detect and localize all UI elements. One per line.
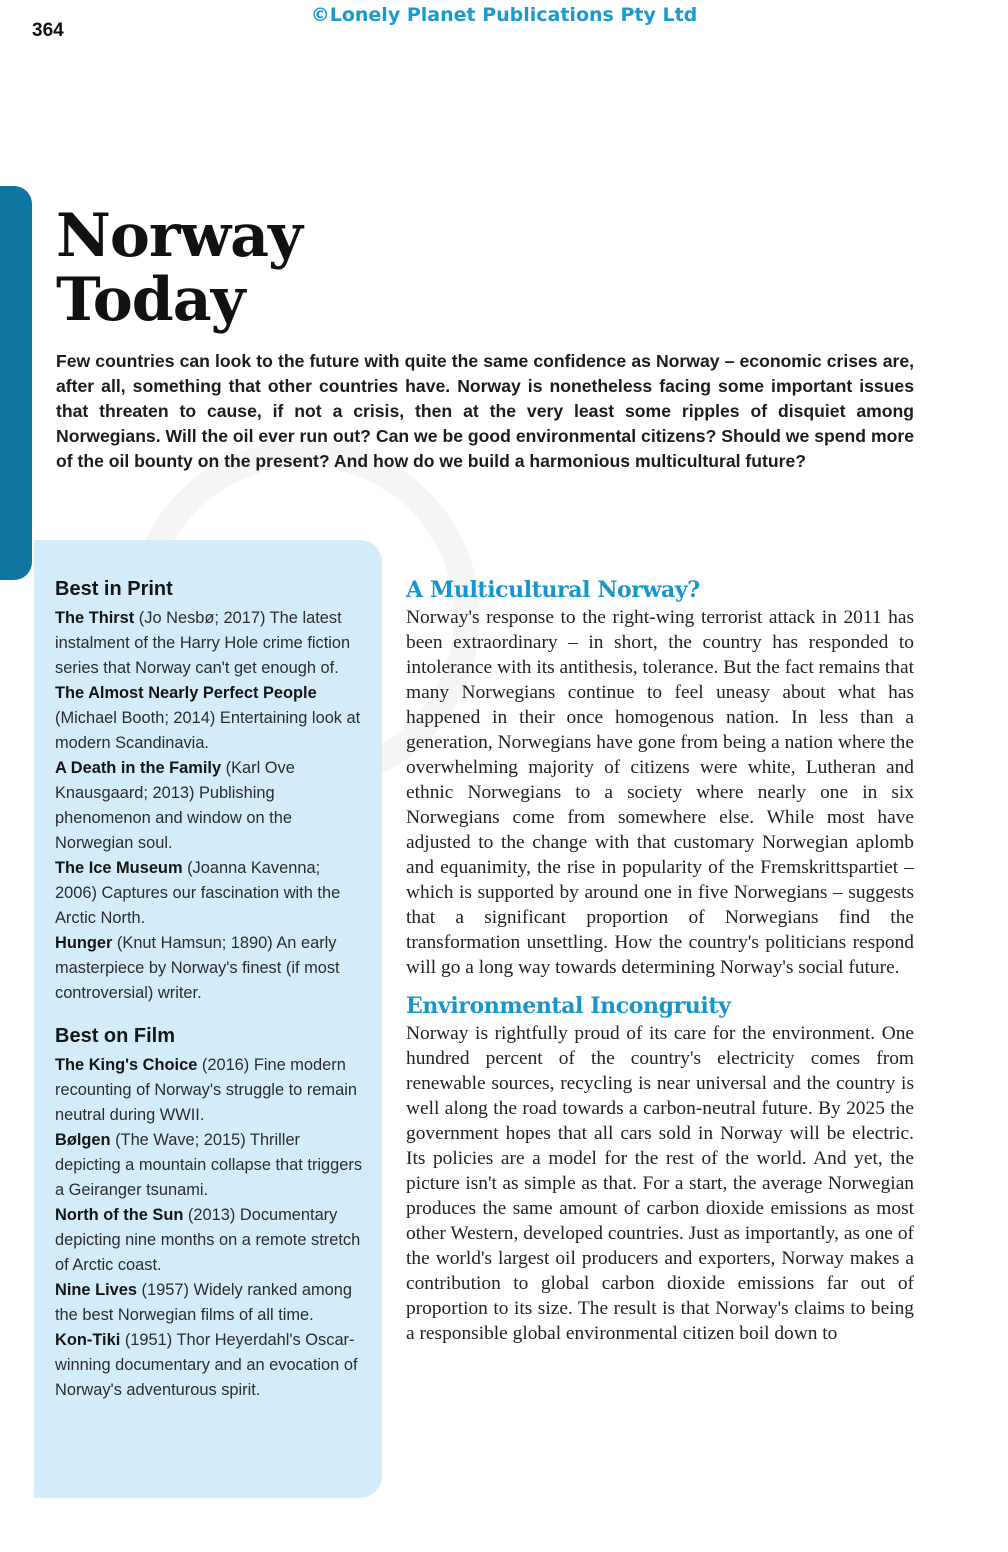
entry-title: The King's Choice [55, 1056, 198, 1074]
entry-text: (1951) Thor Heyerdahl's Oscar-winning documentary and an evocation of Norway's adventurous spirit. [55, 1331, 358, 1399]
entry-text: (Karl Ove Knausgaard; 2013) Publishing phenomenon and window on the Norwegian soul. [55, 759, 295, 852]
print-entry [55, 756, 365, 856]
entry-title: Kon-Tiki [55, 1331, 121, 1349]
entry-title: Bølgen [55, 1131, 111, 1149]
print-entry [55, 606, 365, 681]
entry-title: A Death in the Family [55, 759, 222, 777]
title-line-1: Norway [56, 201, 302, 271]
film-entry [55, 1203, 365, 1278]
section-heading-multicultural: A Multicultural Norway? [406, 577, 700, 603]
sidebar-content [55, 575, 365, 1403]
intro-paragraph: Few countries can look to the future with quite the same confidence as Norway – economic crises are, after all, something that other countries have. Norway is nonetheless facing some important issues that threaten to cause, if not a crisis, then at the very least some ripples of disquiet among Norwegians. Will the oil ever run out? Can we be good environmental citizens? Should we spend more of the oil bounty on the present? And how do we build a harmonious multicultural future? [56, 351, 914, 471]
title-line-2: Today [56, 265, 245, 335]
entry-title: The Thirst [55, 609, 135, 627]
section-body-environmental: Norway is rightfully proud of its care for the environment. One hundred percent of the country's electricity comes from renewable sources, recycling is near universal and the country is well along the road towards a carbon-neutral future. By 2025 the government hopes that all cars sold in Norway will be electric. Its policies are a model for the rest of the world. And yet, the picture isn't as simple as that. For a start, the average Norwegian produces the same amount of carbon dioxide emissions as most other Western, developed countries. Just as importantly, as one of the world's largest oil producers and exporters, Norway makes a contribution to global carbon dioxide emissions far out of proportion to its size. The result is that Norway's claims to being a responsible global environmental citizen boil down to [406, 1023, 914, 1344]
main-column [406, 576, 914, 1358]
entry-text: (Joanna Kavenna; 2006) Captures our fascination with the Arctic North. [55, 859, 341, 927]
film-entry [55, 1128, 365, 1203]
section-body-multicultural: Norway's response to the right-wing terrorist attack in 2011 has been extraordinary – in short, the country has responded to intolerance with its antithesis, tolerance. But the fact remains that many Norwegians continue to feel uneasy about what has happened in their once homogenous nation. In less than a generation, Norwegians have gone from being a nation where the overwhelming majority of citizens were white, Lutheran and ethnic Norwegians to a society where nearly one in six Norwegians come from somewhere else. While most have adjusted to the change with that customary Norwegian aplomb and equanimity, the rise in popularity of the Fremskrittspartiet – which is supported by around one in five Norwegians – suggests that a significant proportion of Norwegians find the transformation unsettling. How the country's politicians respond will go a long way towards determining Norway's social future. [406, 607, 914, 978]
print-entry [55, 856, 365, 931]
entry-text: (Michael Booth; 2014) Entertaining look at modern Scandinavia. [55, 709, 361, 752]
film-entry [55, 1053, 365, 1128]
entry-text: (2013) Documentary depicting nine months on a remote stretch of Arctic coast. [55, 1206, 361, 1274]
entry-title: Nine Lives [55, 1281, 137, 1299]
print-entry [55, 931, 365, 1006]
entry-title: The Almost Nearly Perfect People [55, 684, 317, 702]
best-in-print-heading: Best in Print [55, 578, 173, 600]
film-entry [55, 1328, 365, 1403]
entry-text: (2016) Fine modern recounting of Norway's struggle to remain neutral during WWII. [55, 1056, 357, 1124]
entry-text: (1957) Widely ranked among the best Norwegian films of all time. [55, 1281, 353, 1324]
print-entry [55, 681, 365, 756]
chapter-tab [0, 186, 32, 580]
film-entry [55, 1278, 365, 1328]
entry-title: Hunger [55, 934, 113, 952]
best-on-film-heading: Best on Film [55, 1025, 176, 1047]
copyright-notice: ©Lonely Planet Publications Pty Ltd [310, 4, 698, 26]
page-number: 364 [32, 20, 64, 41]
entry-text: (The Wave; 2015) Thriller depicting a mountain collapse that triggers a Geiranger tsunami. [55, 1131, 363, 1199]
entry-title: The Ice Museum [55, 859, 183, 877]
entry-text: (Jo Nesbø; 2017) The latest instalment of the Harry Hole crime fiction series that Norway can't get enough of. [55, 609, 351, 677]
entry-text: (Knut Hamsun; 1890) An early masterpiece by Norway's finest (if most controversial) writer. [55, 934, 340, 1002]
page-title [56, 201, 302, 335]
section-heading-environmental: Environmental Incongruity [406, 993, 731, 1019]
entry-title: North of the Sun [55, 1206, 184, 1224]
